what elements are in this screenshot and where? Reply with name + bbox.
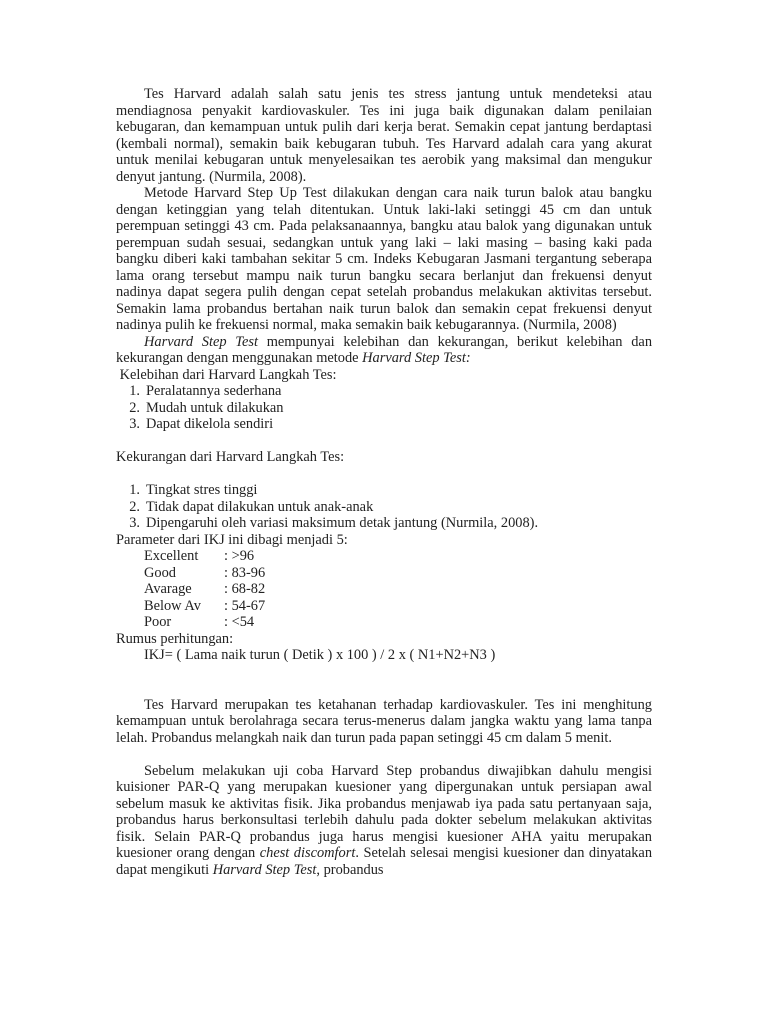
parameter-row [144, 598, 652, 615]
parameter-label: Below Av [144, 597, 201, 614]
list-text: Peralatannya sederhana [146, 383, 282, 399]
paragraph-text: . Setelah selesai mengisi kuesioner dan dinyatakan dapat mengikuti [116, 845, 653, 878]
blank-line [116, 680, 652, 697]
parameter-table [116, 548, 652, 631]
blank-line [116, 664, 652, 681]
parameter-label: Poor [144, 614, 172, 630]
blank-line [116, 433, 652, 450]
paragraph-harvard-step-test [116, 334, 652, 367]
emphasis-text: Harvard Step Test [212, 861, 317, 878]
parameter-label: Avarage [144, 581, 192, 597]
paragraph-kardiovaskuler: Tes Harvard merupakan tes ketahanan terhadap kardiovaskuler. Tes ini menghitung kemampuan untuk berolahraga secara terus-menerus dalam jangka waktu yang lama tanpa lelah. Probandus melangkah naik dan turun pada papan setinggi 45 cm dalam 5 menit. [116, 696, 652, 746]
emphasis-text: chest discomfort [259, 845, 356, 861]
list-item [116, 383, 652, 400]
list-item [116, 416, 652, 433]
list-text: Tingkat stres tinggi [146, 482, 258, 498]
parameter-value: : 83-96 [224, 564, 266, 581]
parameter-row [144, 548, 652, 565]
paragraph-text: , probandus [316, 861, 384, 878]
emphasis-text: Harvard Step Test: [362, 350, 471, 366]
parameter-value: : <54 [224, 614, 255, 630]
parameter-row [144, 581, 652, 598]
parameter-row [144, 614, 652, 631]
rumus-heading: Rumus perhitungan: [116, 630, 234, 647]
parameter-value: : 68-82 [224, 581, 266, 597]
list-text: Tidak dapat dilakukan untuk anak-anak [146, 498, 374, 515]
paragraph-text: mempunyai kelebihan dan kekurangan, berikut kelebihan dan kekurangan dengan menggunakan metode [116, 333, 653, 366]
list-item [116, 499, 652, 516]
parameter-value: : >96 [224, 548, 255, 564]
list-number: 3. [129, 416, 140, 432]
paragraph-text: Sebelum melakukan uji coba Harvard Step probandus diwajibkan dahulu mengisi kuisioner PAR-Q yang merupakan kuesioner yang dipergunakan untuk persiapan awal sebelum masuk ke aktivitas fisik. Jika probandus menjawab iya pada satu pertanyaan saja, probandus harus berkonsultasi terlebih dahulu pada dokter sebelum melakukan aktivitas fisik. Selain PAR-Q probandus juga harus mengisi kuesioner AHA yaitu merupakan kuesioner orang dengan [116, 762, 652, 861]
list-item [116, 482, 652, 499]
blank-line [116, 466, 652, 483]
list-number: 2. [129, 399, 140, 416]
kelebihan-heading: Kelebihan dari Harvard Langkah Tes: [116, 366, 337, 383]
list-text: Mudah untuk dilakukan [146, 399, 284, 416]
parameter-heading: Parameter dari IKJ ini dibagi menjadi 5: [116, 531, 348, 548]
list-number: 3. [129, 515, 140, 531]
parameter-label: Good [144, 564, 176, 581]
parameter-value: : 54-67 [224, 597, 266, 614]
list-text: Dapat dikelola sendiri [146, 416, 274, 432]
paragraph-method: Metode Harvard Step Up Test dilakukan dengan cara naik turun balok atau bangku dengan ketinggian yang telah ditentukan. Untuk laki-laki setinggi 45 cm dan untuk perempuan setinggi 43 cm. Pada pelaksanaannya, bangku atau balok yang digunakan untuk perempuan sudah sesuai, sedangkan untuk yang laki – laki masing – basing kaki pada bangku diberi kaki tambahan sekitar 5 cm. Indeks Kebugaran Jasmani tergantung seberapa lama orang tersebut mampu naik turun bangku secara berlanjut dan frekuensi denyut nadinya dapat segera pulih dengan cepat setelah probandus melakukan aktivitas tersebut. Semakin lama probandus bertahan naik turun balok dan semakin cepat frekuensi denyut nadinya pulih ke frekuensi normal, maka semakin baik kebugarannya. (Nurmila, 2008) [116, 185, 652, 333]
paragraph-par-q [116, 763, 652, 879]
paragraph-intro: Tes Harvard adalah salah satu jenis tes stress jantung untuk mendeteksi atau mendiagnosa penyakit kardiovaskuler. Tes ini juga baik digunakan dalam penilaian kebugaran, dan kemampuan untuk pulih dari kerja berat. Semakin cepat jantung berdaptasi (kembali normal), semakin baik kebugaran tubuh. Tes Harvard adalah cara yang akurat untuk menilai kebugaran untuk menyelesaikan tes aerobik yang maksimal dan mengukur denyut jantung. (Nurmila, 2008). [116, 86, 652, 185]
list-number: 1. [129, 482, 140, 498]
document-page [116, 86, 652, 878]
list-number: 1. [129, 383, 140, 399]
rumus-formula: IKJ= ( Lama naik turun ( Detik ) x 100 ) / 2 x ( N1+N2+N3 ) [144, 647, 496, 663]
emphasis-text: Harvard Step Test [144, 333, 258, 350]
list-item [116, 400, 652, 417]
parameter-label: Excellent [144, 548, 199, 564]
parameter-row [144, 565, 652, 582]
kelebihan-list [116, 383, 652, 433]
list-item [116, 515, 652, 532]
blank-line [116, 746, 652, 763]
list-number: 2. [129, 498, 140, 515]
kekurangan-list [116, 482, 652, 532]
kekurangan-heading: Kekurangan dari Harvard Langkah Tes: [116, 449, 345, 465]
list-text: Dipengaruhi oleh variasi maksimum detak jantung (Nurmila, 2008). [146, 515, 539, 531]
